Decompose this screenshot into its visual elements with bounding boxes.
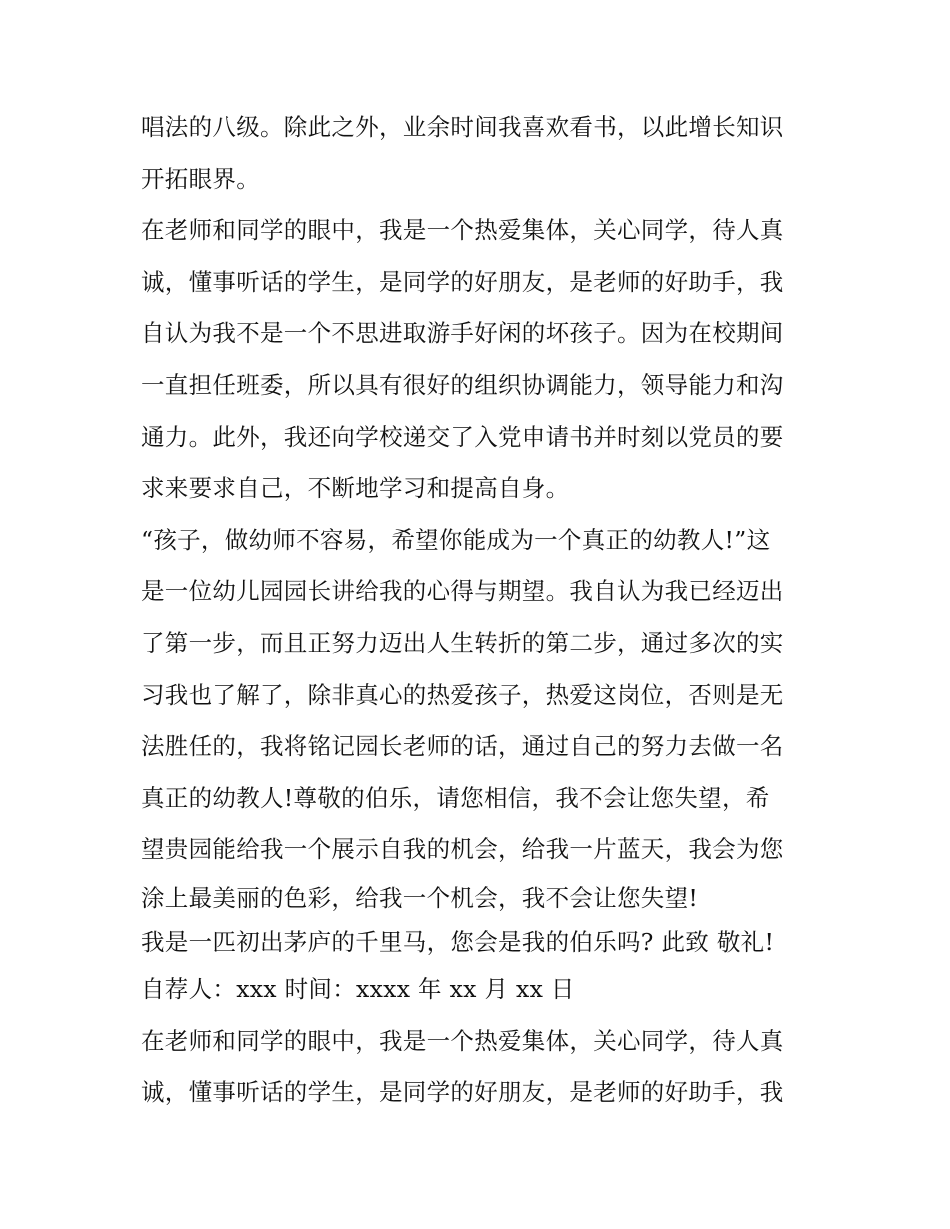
text-line: 唱法的八级。除此之外，业余时间我喜欢看书，以此增长知识 — [141, 113, 784, 141]
text-line: 真正的幼教人!尊敬的伯乐，请您相信，我不会让您失望，希 — [141, 783, 770, 812]
text-line: 望贵园能给我一个展示自我的机会，给我一片蓝天，我会为您 — [141, 835, 784, 864]
text-line: 在老师和同学的眼中，我是一个热爱集体，关心同学，待人真 — [141, 216, 784, 245]
text-line: 法胜任的，我将铭记园长老师的话，通过自己的努力去做一名 — [141, 732, 784, 761]
text-line: 涂上最美丽的色彩，给我一个机会，我不会让您失望! — [141, 883, 699, 912]
text-line: 了第一步，而且正努力迈出人生转折的第二步，通过多次的实 — [141, 628, 784, 657]
text-line: 求来要求自己，不断地学习和提高自身。 — [141, 474, 570, 503]
text-line: 通力。此外，我还向学校递交了入党申请书并时刻以党员的要 — [141, 422, 784, 451]
signature-line: 自荐人：xxx 时间：xxxx 年 xx 月 xx 日 — [141, 974, 575, 1003]
text-line: 是一位幼儿园园长讲给我的心得与期望。我自认为我已经迈出 — [141, 577, 784, 606]
text-line: 我是一匹初出茅庐的千里马，您会是我的伯乐吗? 此致 敬礼! — [141, 927, 775, 956]
text-line: 开拓眼界。 — [141, 164, 260, 193]
document-body — [141, 102, 821, 1119]
text-line: 在老师和同学的眼中，我是一个热爱集体，关心同学，待人真 — [141, 1026, 784, 1055]
text-line: 自认为我不是一个不思进取游手好闲的坏孩子。因为在校期间 — [141, 319, 784, 348]
text-line: 诚，懂事听话的学生，是同学的好朋友，是老师的好助手，我 — [141, 267, 784, 296]
text-line: “孩子，做幼师不容易，希望你能成为一个真正的幼教人!”这 — [141, 525, 771, 554]
text-line: 习我也了解了，除非真心的热爱孩子，热爱这岗位，否则是无 — [141, 680, 784, 709]
text-line: 诚，懂事听话的学生，是同学的好朋友，是老师的好助手，我 — [141, 1078, 784, 1107]
text-line: 一直担任班委，所以具有很好的组织协调能力，领导能力和沟 — [141, 370, 784, 399]
